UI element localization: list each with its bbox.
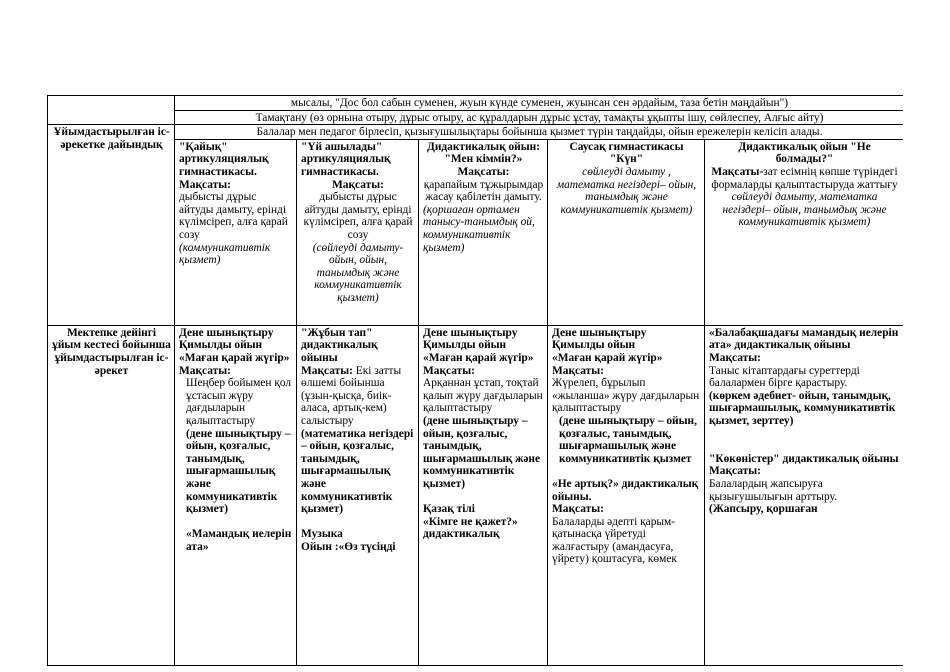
- activity-note: (көркем әдебиет- ойын, танымдық, шығармашылық, коммуникативтік қызмет, зерттеу): [709, 389, 896, 427]
- game-title: «Маған қарай жүгір»: [552, 351, 663, 364]
- schedule-table: [47, 95, 903, 666]
- organized-intro-cell: Балалар мен педагог бірлесіп, қызығушылықтары бойынша қызмет түрін таңдайды, ойын ережелерін келісіп алады.: [175, 125, 904, 140]
- next-game-title: «Не артық?» дидактикалық ойыны.: [552, 477, 699, 503]
- next-game-title: "Көкөністер" дидактикалық ойыны: [709, 452, 899, 465]
- goal-text: Таныс кітаптардағы суреттерді балалармен бірге қарастыру.: [709, 364, 860, 390]
- next-goal-text: Балалардың жапсыруға қызығушылығын арттыру.: [709, 477, 837, 503]
- goal-label: Мақсаты:: [552, 364, 604, 377]
- prep-note: сөйлеуді дамыту, математка негіздері– ойын, танымдық және коммуникативтік қызмет): [722, 191, 887, 229]
- prep-title: Дидактикалық ойын: "Мен кіммін?»: [427, 140, 540, 166]
- example-row: [48, 96, 904, 111]
- organized-intro-row: [48, 125, 904, 140]
- goal-label: Мақсаты:: [709, 351, 761, 364]
- schedule-cell-3: [419, 325, 548, 665]
- prep-note: (қоршаған ортамен танысу-танымдық ой, коммуникативтік қызмет): [423, 203, 535, 254]
- scheduled-activity-row: [48, 325, 904, 665]
- game-type: Қимылды ойын: [423, 339, 507, 352]
- game-title: «Маған қарай жүгір»: [423, 351, 534, 364]
- schedule-cell-4: [548, 325, 705, 665]
- activity-type: Дене шынықтыру: [179, 326, 274, 339]
- prep-goal-label: Мақсаты:: [332, 178, 384, 191]
- prep-goal: қарапайым тұжырымдар жасау қабілетін дамыту.: [423, 178, 544, 204]
- prep-goal: дыбысты дұрыс айтуды дамыту, ерінді күлімсіреп, алға қарай созу: [303, 191, 413, 241]
- empty-label-cell: [48, 96, 175, 125]
- next-goal-label: Мақсаты:: [709, 465, 761, 478]
- goal-text: Шеңбер бойымен қол ұстасып жүру дағдыларын қалыптастыру: [186, 377, 292, 427]
- prep-note: (сөйлеуді дамыту- ойын, ойын, танымдық және коммуникативтік қызмет): [312, 241, 404, 304]
- goal-text: Арқаннан ұстап, тоқтай қалып жүру дағдыларын қалыптастыру: [423, 377, 543, 415]
- prep-title: "Қайық" артикуляциялық гимнастикасы.: [179, 140, 269, 178]
- prep-title: "Үй ашылады" артикуляциялық гимнастикасы.: [301, 140, 391, 178]
- next-game-title: Ойын :«Өз түсіңді: [301, 540, 396, 553]
- next-activity-type: Музыка: [301, 528, 343, 541]
- prep-cell-5: [705, 139, 904, 325]
- game-title: «Маған қарай жүгір»: [179, 351, 290, 364]
- prep-note: сөйлеуді дамыту , математка негіздері– ойын, танымдық және коммуникативтік қызмет): [556, 165, 697, 216]
- prep-goal-label: Мақсаты:: [457, 165, 510, 178]
- schedule-cell-2: [297, 325, 419, 665]
- eating-cell: Тамақтану (өз орнына отыру, дұрыс отыру, ас құралдарын дұрыс ұстау, тамақты ұқыпты ішу, сөйлеспеу, Алғыс айту): [175, 110, 904, 125]
- next-goal-text: Балаларды әдепті қарым-қатынасқа үйретуді жалғастыру (амандасуға, үйрету) қоштасуға, көмек: [552, 515, 677, 566]
- activity-note: (дене шынықтыру – ойын, қозғалыс, танымдық, шығармашылық және коммуникативтік қызмет): [423, 414, 541, 490]
- next-activity-type: Қазақ тілі: [423, 503, 475, 516]
- prep-note: (коммуникативтік қызмет): [179, 241, 271, 267]
- goal-label: Мақсаты:: [423, 364, 475, 377]
- prep-cell-3: [419, 139, 548, 325]
- activity-type: Дене шынықтыру: [423, 326, 518, 339]
- next-goal-label: Мақсаты:: [552, 503, 604, 516]
- goal-text: Екі затты өлшемі бойынша (ұзын-қысқа, биік-аласа, артық-кем) салыстыру: [301, 364, 402, 427]
- example-cell: мысалы, "Дос бол сабын суменен, жуын күнде суменен, жуынсан сен әрдайым, таза бетін маңдайын"): [175, 96, 904, 111]
- goal-text: Жүрелеп, бұрылып «жыланша» жүру дағдыларын қалыптастыру: [552, 377, 700, 415]
- eating-row: [48, 110, 904, 125]
- activity-note: (дене шынықтыру – ойын, қозғалыс, танымдық, шығармашылық және коммуникативтік қызмет: [559, 414, 697, 465]
- prep-goal-label: Мақсаты:: [179, 178, 231, 191]
- scheduled-activity-label: Мектепке дейінгі ұйым кестесі бойынша ұйымдастырылған іс-әрекет: [48, 325, 175, 665]
- activity-type: Дене шынықтыру: [552, 326, 647, 339]
- prep-goal: дыбысты дұрыс айтуды дамыту, ерінді күлімсіреп, алға қарай созу: [179, 191, 288, 241]
- prep-cell-4: [548, 139, 705, 325]
- preparation-row: [48, 139, 904, 325]
- prep-goal: зат есімнің көпше түріндегі формаларды қалыптастыруда жаттығу: [711, 165, 898, 191]
- game-type: Қимылды ойын: [552, 339, 636, 352]
- prep-goal-label: Мақсаты-: [711, 165, 764, 178]
- game-type: Қимылды ойын: [179, 339, 263, 352]
- game-title: "Жұбын тап" дидактикалық ойыны: [301, 326, 378, 364]
- game-title: «Балабақшадағы мамандық иелерін ата» дидактикалық ойыны: [709, 326, 899, 352]
- prep-title: Саусақ гимнастикасы "Күн": [569, 140, 684, 166]
- schedule-cell-1: [175, 325, 297, 665]
- prep-cell-2: [297, 139, 419, 325]
- schedule-cell-5: [705, 325, 904, 665]
- activity-note: (дене шынықтыру – ойын, қозғалыс, танымдық, шығармашылық және коммуникативтік қызмет): [186, 427, 291, 516]
- prep-cell-1: [175, 139, 297, 325]
- organized-activity-label: Ұйымдастырылған іс-әрекетке дайындық: [48, 125, 175, 326]
- next-game-title: «Кімге не қажет?» дидактикалық: [423, 515, 518, 541]
- prep-title: Дидактикалық ойын "Не болмады?": [738, 140, 871, 166]
- activity-note: (математика негіздері – ойын, қозғалыс, танымдық, шығармашылық және коммуникативтік қызмет): [301, 427, 414, 516]
- next-activity-note: (Жапсыру, қоршаған: [709, 503, 818, 516]
- next-game-title: «Мамандық иелерін ата»: [186, 528, 292, 553]
- schedule-sheet: [47, 95, 903, 672]
- goal-label: Мақсаты:: [179, 364, 231, 377]
- goal-label: Мақсаты:: [301, 364, 353, 377]
